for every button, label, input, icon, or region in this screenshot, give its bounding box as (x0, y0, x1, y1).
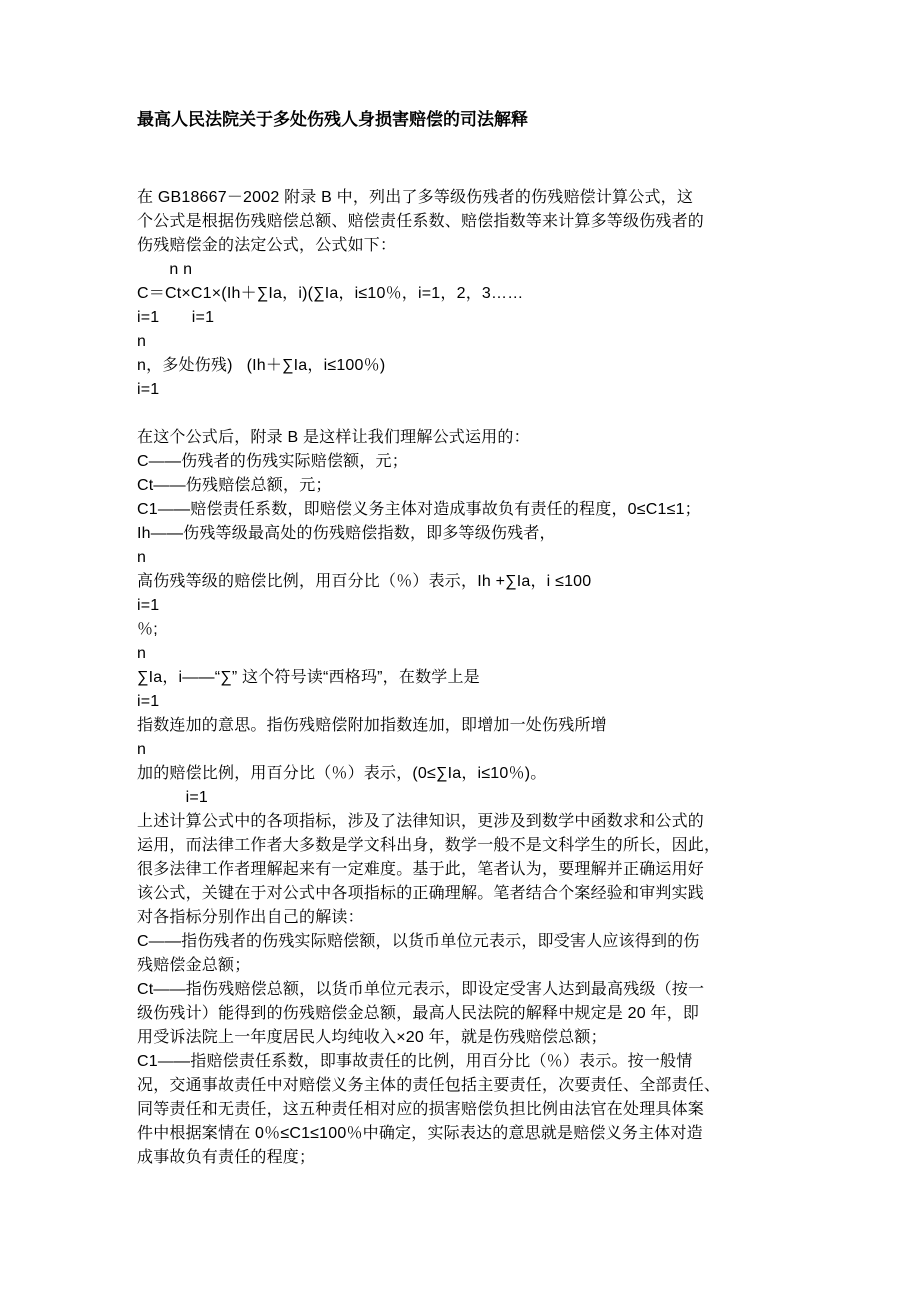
document-title: 最高人民法院关于多处伤残人身损害赔偿的司法解释 (137, 110, 528, 129)
text-line: 个公式是根据伤残赔偿总额、赔偿责任系数、赔偿指数等来计算多等级伤残者的 (137, 213, 705, 230)
document-body (137, 186, 802, 1170)
text-line: ∑Ia，i——“∑” 这个符号读“西格玛”，在数学上是 (137, 669, 480, 686)
text-line: 指数连加的意思。指伤残赔偿附加指数连加，即增加一处伤残所增 (137, 717, 607, 734)
text-line: 高伤残等级的赔偿比例，用百分比（％）表示，Ih +∑Ia，i ≤100 (137, 573, 592, 590)
text-line: C1——指赔偿责任系数，即事故责任的比例，用百分比（％）表示。按一般情 (137, 1053, 693, 1070)
text-line: n (137, 645, 147, 662)
text-line: 在这个公式后，附录 B 是这样让我们理解公式运用的： (137, 429, 530, 446)
text-line: ％; (137, 621, 158, 638)
text-line: 残赔偿金总额； (137, 957, 251, 974)
text-line: C——指伤残者的伤残实际赔偿额，以货币单位元表示，即受害人应该得到的伤 (137, 933, 700, 950)
text-line: 很多法律工作者理解起来有一定难度。基于此，笔者认为，要理解并正确运用好 (137, 861, 705, 878)
text-line: 况，交通事故责任中对赔偿义务主体的责任包括主要责任，次要责任、全部责任、 (137, 1077, 721, 1094)
blank-line (137, 402, 802, 426)
text-line: 用受诉法院上一年度居民人均纯收入×20 年，就是伤残赔偿总额； (137, 1029, 607, 1046)
text-line: C＝Ct×C1×(Ih＋∑Ia，i)(∑Ia，i≤10％，i=1，2，3…… (137, 285, 524, 302)
text-line: n，多处伤残) (Ih＋∑Ia，i≤100％) (137, 357, 386, 374)
text-line: Ct——指伤残赔偿总额，以货币单位元表示，即设定受害人达到最高残级（按一 (137, 981, 705, 998)
text-line: 对各指标分别作出自己的解读： (137, 909, 364, 926)
text-line: 件中根据案情在 0％≤C1≤100％中确定，实际表达的意思就是赔偿义务主体对造 (137, 1125, 703, 1142)
text-line: i=1 i=1 (137, 309, 215, 326)
text-line: n (137, 333, 147, 350)
text-line: 成事故负有责任的程度； (137, 1149, 316, 1166)
text-line: 伤残赔偿金的法定公式，公式如下： (137, 237, 397, 254)
text-line: i=1 (137, 693, 160, 710)
text-line: n (137, 549, 147, 566)
text-line: 该公式，关键在于对公式中各项指标的正确理解。笔者结合个案经验和审判实践 (137, 885, 705, 902)
text-line: C——伤残者的伤残实际赔偿额，元； (137, 453, 408, 470)
text-line: i=1 (137, 789, 208, 806)
text-line: 同等责任和无责任，这五种责任相对应的损害赔偿负担比例由法官在处理具体案 (137, 1101, 705, 1118)
text-line: 在 GB18667－2002 附录 B 中，列出了多等级伤残者的伤残赔偿计算公式，这 (137, 189, 694, 206)
text-line: n n (137, 261, 193, 278)
text-line: C1——赔偿责任系数，即赔偿义务主体对造成事故负有责任的程度，0≤C1≤1； (137, 501, 701, 518)
text-line: Ct——伤残赔偿总额，元； (137, 477, 332, 494)
text-line: Ih——伤残等级最高处的伤残赔偿指数，即多等级伤残者， (137, 525, 556, 542)
text-line: 上述计算公式中的各项指标，涉及了法律知识，更涉及到数学中函数求和公式的 (137, 813, 705, 830)
text-line: i=1 (137, 597, 160, 614)
text-line: 加的赔偿比例，用百分比（％）表示，(0≤∑Ia，i≤10％)。 (137, 765, 547, 782)
text-line: n (137, 741, 147, 758)
text-line: 级伤残计）能得到的伤残赔偿金总额，最高人民法院的解释中规定是 20 年，即 (137, 1005, 700, 1022)
text-line: i=1 (137, 381, 160, 398)
text-line: 运用，而法律工作者大多数是学文科出身，数学一般不是文科学生的所长，因此， (137, 837, 721, 854)
